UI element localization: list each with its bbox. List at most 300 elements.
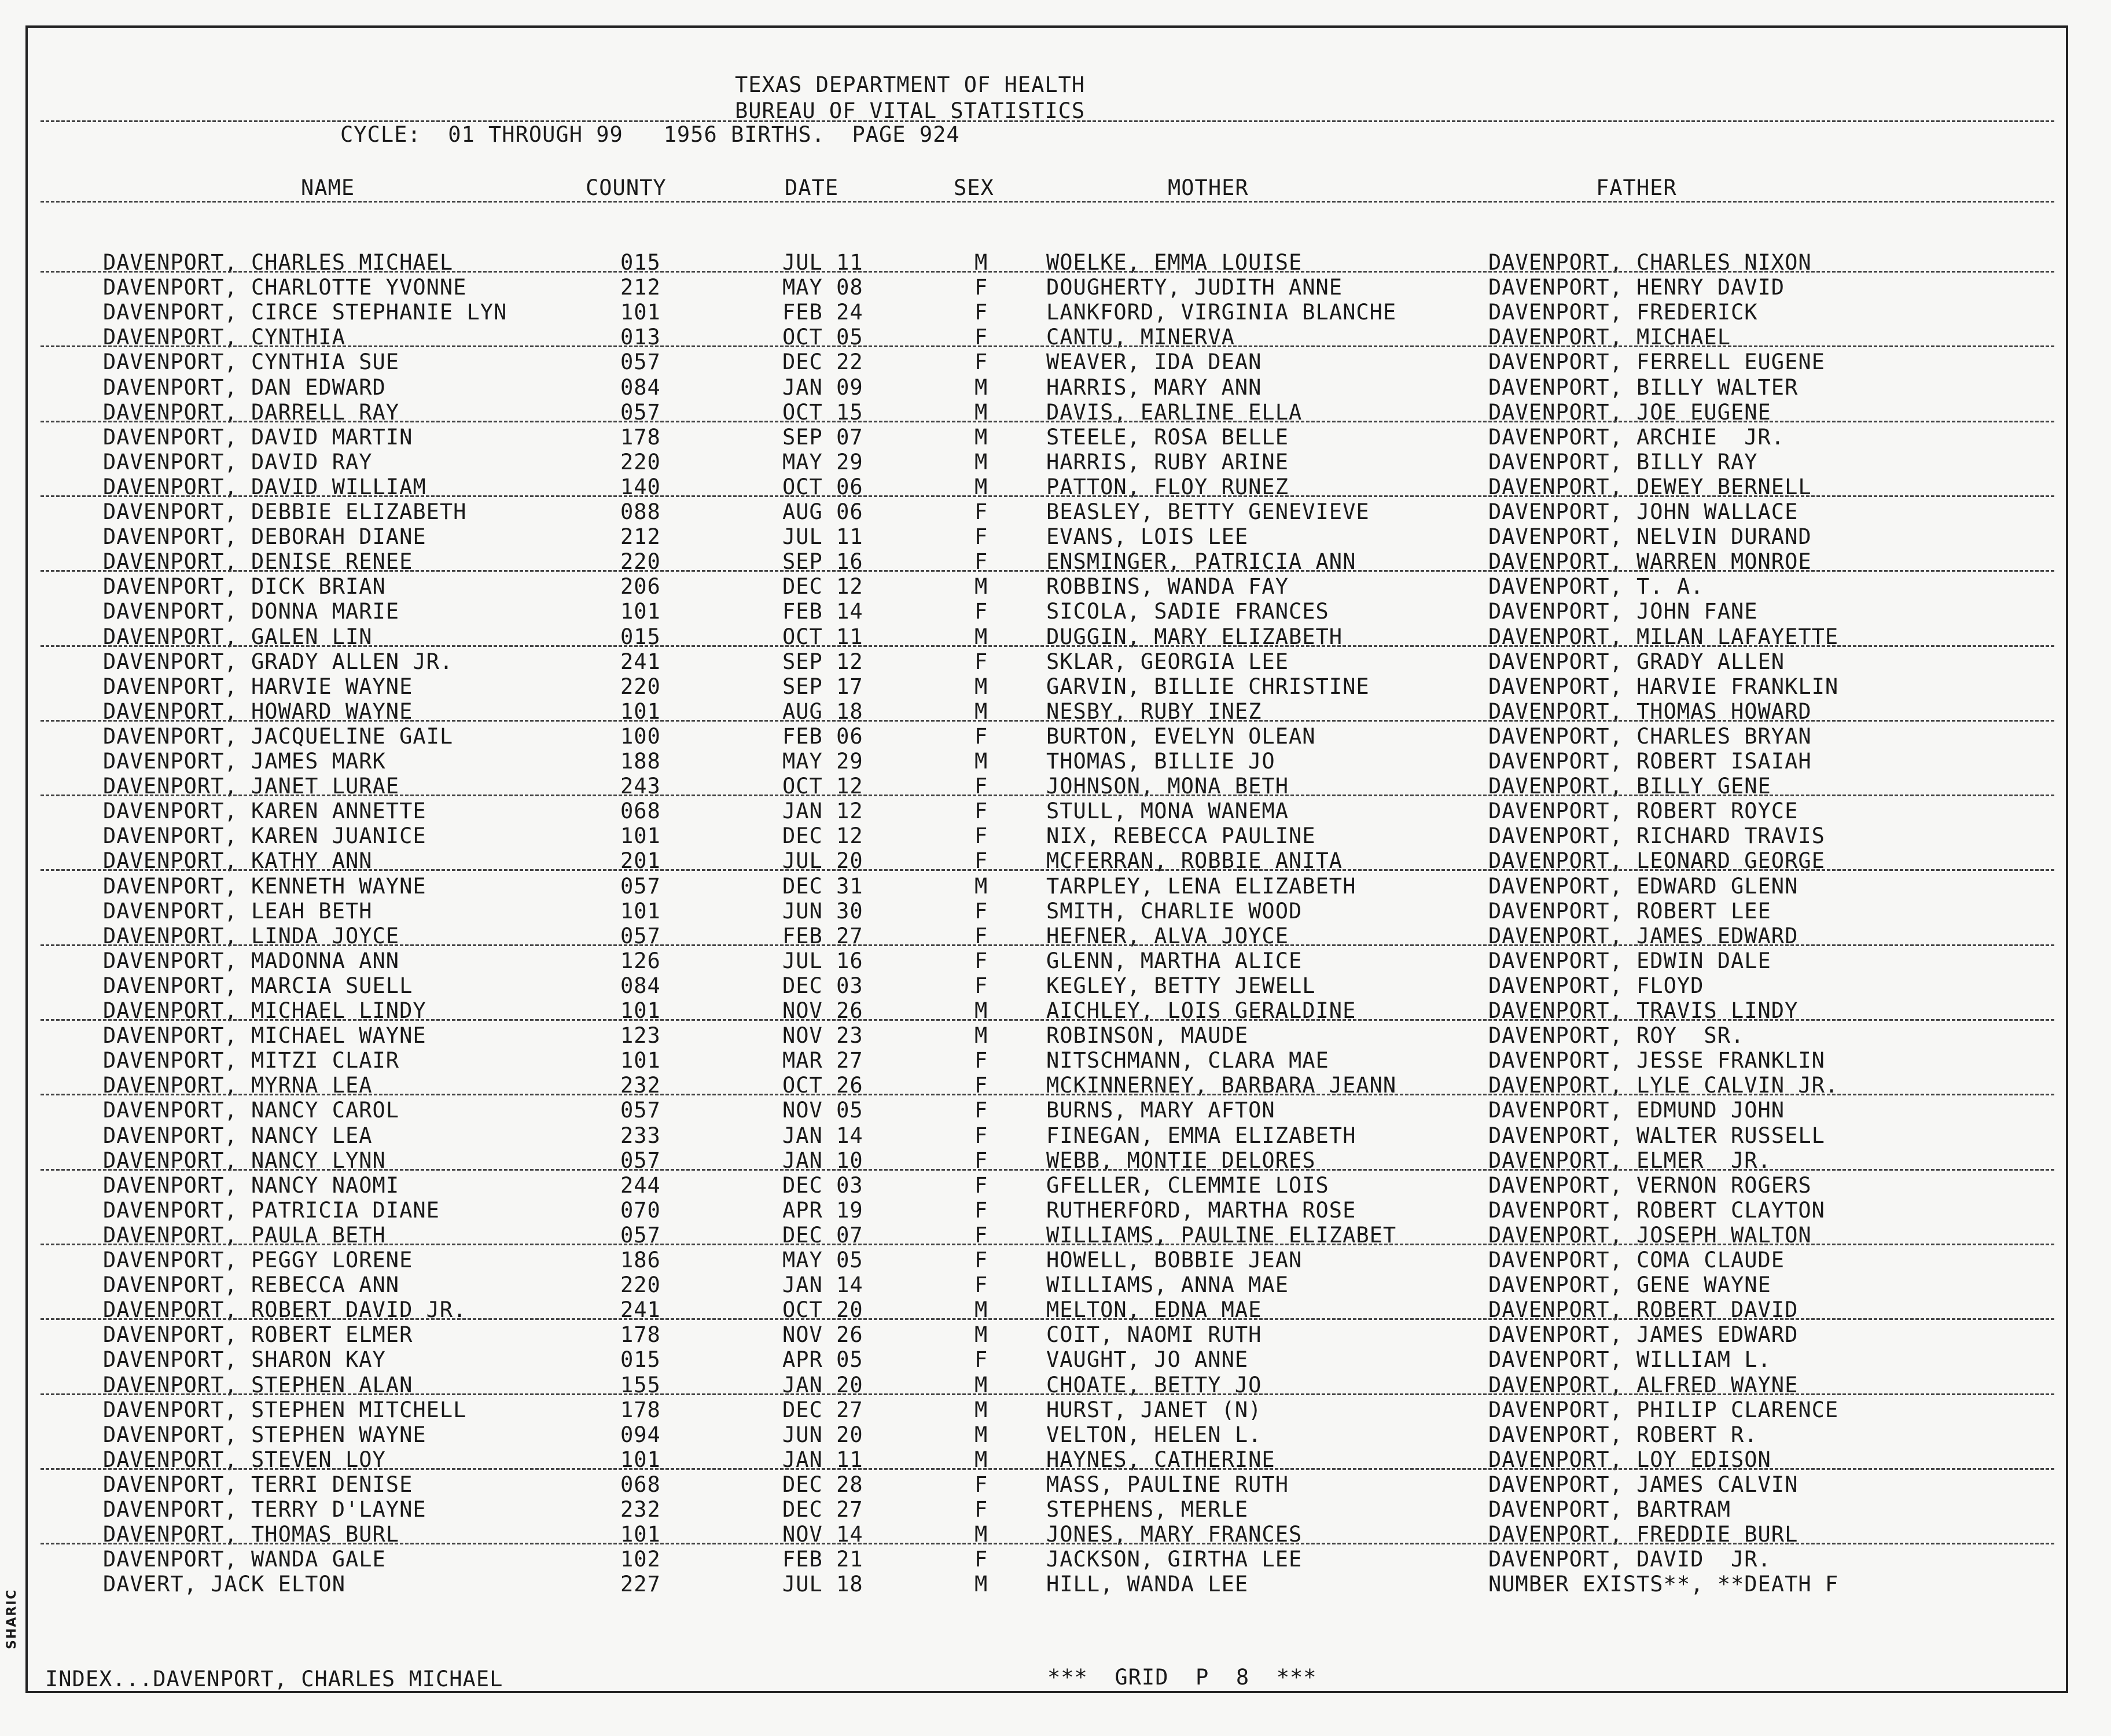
cell-date: OCT 12 [782,774,863,799]
table-row [0,599,2111,624]
column-header-county: COUNTY [586,175,667,200]
cell-date: DEC 03 [782,1172,863,1198]
cell-sex: F [974,1098,988,1123]
cell-mother: PATTON, FLOY RUNEZ [1046,474,1289,499]
cell-name: DAVENPORT, HOWARD WAYNE [103,698,413,724]
cell-mother: JONES, MARY FRANCES [1046,1522,1303,1547]
cell-date: OCT 06 [782,474,863,499]
column-header-sex: SEX [954,175,994,200]
cell-county: 068 [620,1472,661,1497]
cell-date: FEB 27 [782,923,863,948]
cell-sex: M [974,674,988,699]
column-header-mother: MOTHER [1168,175,1249,200]
cell-name: DAVENPORT, KENNETH WAYNE [103,873,426,899]
cell-county: 201 [620,848,661,874]
cell-date: DEC 12 [782,823,863,849]
cell-sex: F [974,275,988,300]
cell-date: JUN 20 [782,1422,863,1447]
cell-father: DAVENPORT, EDMUND JOHN [1488,1098,1785,1123]
cell-county: 013 [620,325,661,350]
cell-father: DAVENPORT, ALFRED WAYNE [1488,1372,1799,1397]
cell-name: DAVENPORT, KATHY ANN [103,848,373,874]
cell-mother: DOUGHERTY, JUDITH ANNE [1046,275,1343,300]
cell-date: OCT 15 [782,399,863,425]
table-row [0,973,2111,998]
cell-mother: WILLIAMS, ANNA MAE [1046,1272,1289,1298]
cell-date: JUL 11 [782,250,863,275]
cell-date: SEP 16 [782,549,863,575]
cell-mother: TARPLEY, LENA ELIZABETH [1046,873,1356,899]
cell-mother: STEPHENS, MERLE [1046,1497,1249,1522]
cell-county: 101 [620,300,661,325]
cell-name: DAVENPORT, STEPHEN WAYNE [103,1422,426,1447]
cell-date: DEC 31 [782,873,863,899]
group-divider [41,1543,2054,1544]
cell-father: DAVENPORT, CHARLES BRYAN [1488,723,1812,749]
cell-father: DAVENPORT, JAMES EDWARD [1488,1322,1799,1348]
cell-mother: BURNS, MARY AFTON [1046,1098,1275,1123]
cell-sex: F [974,948,988,973]
cell-father: DAVENPORT, FREDDIE BURL [1488,1522,1799,1547]
cell-sex: F [974,1073,988,1098]
cell-mother: WEBB, MONTIE DELORES [1046,1147,1316,1173]
cell-date: JUN 30 [782,898,863,924]
cell-mother: CANTU, MINERVA [1046,325,1235,350]
table-row [0,649,2111,674]
cell-sex: F [974,973,988,998]
cell-county: 057 [620,1222,661,1248]
cell-sex: M [974,1322,988,1348]
cell-mother: RUTHERFORD, MARTHA ROSE [1046,1197,1356,1223]
cell-sex: F [974,848,988,874]
cell-sex: F [974,1197,988,1223]
cell-sex: F [974,1248,988,1272]
cell-county: 057 [620,1098,661,1123]
cell-county: 220 [620,549,661,575]
cell-father: DAVENPORT, JESSE FRANKLIN [1488,1048,1825,1073]
group-divider [41,944,2054,946]
cell-sex: F [974,599,988,624]
cell-county: 241 [620,1297,661,1323]
cell-sex: M [974,1422,988,1447]
cell-date: DEC 12 [782,574,863,599]
cell-name: DAVENPORT, TERRY D'LAYNE [103,1497,426,1522]
cell-county: 101 [620,1048,661,1073]
cell-county: 068 [620,799,661,824]
side-stamp: SHARIC [5,1588,19,1649]
cell-sex: M [974,1572,988,1597]
group-divider [41,345,2054,347]
cell-county: 178 [620,1397,661,1422]
cell-father: DAVENPORT, TRAVIS LINDY [1488,998,1799,1023]
cell-date: FEB 14 [782,599,863,624]
cell-father: DAVENPORT, T. A. [1488,574,1704,599]
cell-mother: HARRIS, RUBY ARINE [1046,449,1289,475]
cell-sex: F [974,799,988,824]
cell-father: NUMBER EXISTS**, **DEATH F [1488,1572,1839,1597]
cell-name: DAVENPORT, REBECCA ANN [103,1272,400,1298]
group-divider [41,1318,2054,1320]
table-row [0,948,2111,973]
cell-sex: F [974,898,988,924]
cell-name: DAVENPORT, PEGGY LORENE [103,1248,413,1272]
cell-mother: STULL, MONA WANEMA [1046,799,1289,824]
cell-name: DAVENPORT, MICHAEL LINDY [103,998,426,1023]
cell-sex: M [974,399,988,425]
cell-name: DAVERT, JACK ELTON [103,1572,345,1597]
cell-sex: F [974,1123,988,1148]
cell-date: OCT 26 [782,1073,863,1098]
cell-county: 070 [620,1197,661,1223]
cell-name: DAVENPORT, JANET LURAE [103,774,400,799]
cell-mother: DAVIS, EARLINE ELLA [1046,399,1303,425]
table-row [0,899,2111,924]
cell-county: 101 [620,898,661,924]
cell-date: FEB 24 [782,300,863,325]
cell-sex: F [974,774,988,799]
cell-county: 101 [620,599,661,624]
group-divider [41,1094,2054,1095]
cell-date: DEC 27 [782,1497,863,1522]
cell-sex: F [974,300,988,325]
cell-county: 123 [620,1023,661,1049]
cell-father: DAVENPORT, JOE EUGENE [1488,399,1771,425]
cell-father: DAVENPORT, BARTRAM [1488,1497,1731,1522]
cell-father: DAVENPORT, ROBERT ROYCE [1488,799,1799,824]
group-divider [41,421,2054,422]
cell-date: JUL 20 [782,848,863,874]
cell-father: DAVENPORT, VERNON ROGERS [1488,1172,1812,1198]
cell-name: DAVENPORT, NANCY CAROL [103,1098,400,1123]
table-row [0,1272,2111,1297]
cell-father: DAVENPORT, LYLE CALVIN JR. [1488,1073,1839,1098]
cell-name: DAVENPORT, SHARON KAY [103,1347,386,1373]
table-row [0,350,2111,374]
cell-sex: F [974,923,988,948]
cell-name: DAVENPORT, ROBERT ELMER [103,1322,413,1348]
cell-name: DAVENPORT, JACQUELINE GAIL [103,723,454,749]
cell-mother: DUGGIN, MARY ELIZABETH [1046,624,1343,649]
cell-name: DAVENPORT, GALEN LIN [103,624,373,649]
cell-sex: F [974,823,988,849]
cell-name: DAVENPORT, DICK BRIAN [103,574,386,599]
group-divider [41,1019,2054,1021]
cell-name: DAVENPORT, CIRCE STEPHANIE LYN [103,300,507,325]
cell-father: DAVENPORT, ELMER JR. [1488,1147,1771,1173]
table-row [0,450,2111,475]
cell-sex: M [974,698,988,724]
cell-sex: F [974,1222,988,1248]
cell-county: 057 [620,923,661,948]
cell-county: 178 [620,1322,661,1348]
table-row [0,1173,2111,1198]
cell-mother: HARRIS, MARY ANN [1046,374,1262,400]
cell-father: DAVENPORT, WILLIAM L. [1488,1347,1771,1373]
cell-mother: SKLAR, GEORGIA LEE [1046,649,1289,674]
cell-date: JAN 20 [782,1372,863,1397]
cell-father: DAVENPORT, BILLY RAY [1488,449,1758,475]
cell-mother: ROBBINS, WANDA FAY [1046,574,1289,599]
column-header-father: FATHER [1596,175,1677,200]
cell-mother: ROBINSON, MAUDE [1046,1023,1249,1049]
cell-father: DAVENPORT, EDWIN DALE [1488,948,1771,973]
cell-father: DAVENPORT, MICHAEL [1488,325,1731,350]
cell-mother: NIX, REBECCA PAULINE [1046,823,1316,849]
cell-name: DAVENPORT, MARCIA SUELL [103,973,413,998]
cell-county: 015 [620,1347,661,1373]
cell-father: DAVENPORT, MILAN LAFAYETTE [1488,624,1839,649]
cell-name: DAVENPORT, THOMAS BURL [103,1522,400,1547]
group-divider [41,645,2054,647]
cell-mother: GFELLER, CLEMMIE LOIS [1046,1172,1329,1198]
cell-date: APR 05 [782,1347,863,1373]
cell-county: 212 [620,524,661,550]
cell-mother: GLENN, MARTHA ALICE [1046,948,1303,973]
footer-grid-label: *** GRID P 8 *** [1047,1665,1317,1690]
cell-sex: F [974,1147,988,1173]
cell-father: DAVENPORT, JOHN WALLACE [1488,499,1799,524]
group-divider [41,720,2054,722]
cell-name: DAVENPORT, MADONNA ANN [103,948,400,973]
cell-date: DEC 22 [782,350,863,375]
cell-sex: F [974,549,988,575]
cell-date: APR 19 [782,1197,863,1223]
cell-father: DAVENPORT, GRADY ALLEN [1488,649,1785,674]
cell-county: 244 [620,1172,661,1198]
cell-name: DAVENPORT, PAULA BETH [103,1222,386,1248]
cell-date: AUG 18 [782,698,863,724]
cell-date: MAY 29 [782,749,863,774]
table-row [0,1497,2111,1522]
cell-sex: M [974,449,988,475]
cell-sex: F [974,1347,988,1373]
cell-name: DAVENPORT, NANCY LYNN [103,1147,386,1173]
cell-father: DAVENPORT, FREDERICK [1488,300,1758,325]
cell-county: 188 [620,749,661,774]
table-row [0,375,2111,400]
cell-name: DAVENPORT, NANCY NAOMI [103,1172,400,1198]
cell-name: DAVENPORT, KAREN JUANICE [103,823,426,849]
cell-father: DAVENPORT, CHARLES NIXON [1488,250,1812,275]
cell-county: 232 [620,1073,661,1098]
cell-date: JAN 09 [782,374,863,400]
cell-county: 243 [620,774,661,799]
table-row [0,1322,2111,1347]
cell-date: OCT 11 [782,624,863,649]
cell-mother: NITSCHMANN, CLARA MAE [1046,1048,1329,1073]
cell-sex: M [974,1372,988,1397]
cell-date: JAN 12 [782,799,863,824]
table-row [0,724,2111,749]
cell-county: 220 [620,674,661,699]
cell-name: DAVENPORT, DEBORAH DIANE [103,524,426,550]
cell-name: DAVENPORT, MICHAEL WAYNE [103,1023,426,1049]
table-row [0,1572,2111,1597]
cell-mother: THOMAS, BILLIE JO [1046,749,1275,774]
cell-date: JUL 11 [782,524,863,550]
cell-sex: M [974,998,988,1023]
column-header-name: NAME [301,175,355,200]
cell-name: DAVENPORT, DAVID MARTIN [103,424,413,450]
cell-sex: F [974,649,988,674]
cell-name: DAVENPORT, WANDA GALE [103,1547,386,1572]
table-row [0,524,2111,549]
cell-father: DAVENPORT, THOMAS HOWARD [1488,698,1812,724]
cell-name: DAVENPORT, CHARLOTTE YVONNE [103,275,467,300]
cell-county: 100 [620,723,661,749]
cell-county: 101 [620,698,661,724]
table-row [0,749,2111,774]
report-subtitle: BUREAU OF VITAL STATISTICS [735,98,1086,123]
cell-name: DAVENPORT, LINDA JOYCE [103,923,400,948]
cell-name: DAVENPORT, DAVID WILLIAM [103,474,426,499]
cycle-line: CYCLE: 01 THROUGH 99 1956 BIRTHS. PAGE 924 [340,122,960,147]
table-row [0,275,2111,300]
cell-name: DAVENPORT, HARVIE WAYNE [103,674,413,699]
cell-county: 126 [620,948,661,973]
cell-sex: F [974,1547,988,1572]
cell-name: DAVENPORT, JAMES MARK [103,749,386,774]
cell-father: DAVENPORT, ROBERT CLAYTON [1488,1197,1825,1223]
cell-county: 088 [620,499,661,524]
cell-name: DAVENPORT, DENISE RENEE [103,549,413,575]
cell-county: 057 [620,1147,661,1173]
cell-name: DAVENPORT, GRADY ALLEN JR. [103,649,454,674]
cell-mother: HEFNER, ALVA JOYCE [1046,923,1289,948]
cell-father: DAVENPORT, JAMES CALVIN [1488,1472,1799,1497]
cell-mother: GARVIN, BILLIE CHRISTINE [1046,674,1370,699]
cell-county: 206 [620,574,661,599]
cell-father: DAVENPORT, HARVIE FRANKLIN [1488,674,1839,699]
cell-mother: WEAVER, IDA DEAN [1046,350,1262,375]
table-row [0,1422,2111,1447]
cell-mother: HILL, WANDA LEE [1046,1572,1249,1597]
cell-county: 057 [620,350,661,375]
cell-date: JUL 16 [782,948,863,973]
cell-date: JUL 18 [782,1572,863,1597]
cell-sex: F [974,1048,988,1073]
cell-date: DEC 07 [782,1222,863,1248]
table-row [0,1098,2111,1123]
cell-county: 212 [620,275,661,300]
cell-date: JAN 14 [782,1123,863,1148]
table-row [0,499,2111,524]
cell-mother: LANKFORD, VIRGINIA BLANCHE [1046,300,1397,325]
cell-father: DAVENPORT, JOHN FANE [1488,599,1758,624]
group-divider [41,1244,2054,1245]
cell-date: MAY 08 [782,275,863,300]
cell-date: NOV 26 [782,1322,863,1348]
table-row [0,674,2111,699]
cell-sex: M [974,1297,988,1323]
cell-date: DEC 28 [782,1472,863,1497]
cell-name: DAVENPORT, STEPHEN MITCHELL [103,1397,467,1422]
cell-county: 232 [620,1497,661,1522]
cell-father: DAVENPORT, NELVIN DURAND [1488,524,1812,550]
cell-mother: WOELKE, EMMA LOUISE [1046,250,1303,275]
cell-date: MAY 05 [782,1248,863,1272]
cell-mother: AICHLEY, LOIS GERALDINE [1046,998,1356,1023]
cell-county: 102 [620,1547,661,1572]
cell-sex: M [974,1522,988,1547]
cell-name: DAVENPORT, CYNTHIA SUE [103,350,400,375]
cell-mother: WILLIAMS, PAULINE ELIZABET [1046,1222,1397,1248]
column-header-date: DATE [785,175,839,200]
cell-father: DAVENPORT, LOY EDISON [1488,1447,1771,1472]
cell-mother: JACKSON, GIRTHA LEE [1046,1547,1303,1572]
group-divider [41,795,2054,796]
table-row [0,1123,2111,1148]
cell-sex: M [974,474,988,499]
cell-county: 220 [620,449,661,475]
cell-name: DAVENPORT, MITZI CLAIR [103,1048,400,1073]
group-divider [41,1468,2054,1470]
cell-county: 101 [620,823,661,849]
cell-mother: NESBY, RUBY INEZ [1046,698,1262,724]
group-divider [41,495,2054,497]
cell-date: FEB 21 [782,1547,863,1572]
cell-sex: M [974,749,988,774]
cell-mother: VELTON, HELEN L. [1046,1422,1262,1447]
cell-mother: MCFERRAN, ROBBIE ANITA [1046,848,1343,874]
cell-sex: F [974,350,988,375]
cell-father: DAVENPORT, FERRELL EUGENE [1488,350,1825,375]
cell-name: DAVENPORT, NANCY LEA [103,1123,373,1148]
cell-father: DAVENPORT, ROBERT ISAIAH [1488,749,1812,774]
cell-name: DAVENPORT, DAN EDWARD [103,374,386,400]
cell-father: DAVENPORT, DAVID JR. [1488,1547,1771,1572]
cell-county: 015 [620,250,661,275]
column-header-divider [41,201,2054,203]
cell-mother: HAYNES, CATHERINE [1046,1447,1275,1472]
cell-date: NOV 14 [782,1522,863,1547]
table-row [0,823,2111,848]
cell-county: 101 [620,1522,661,1547]
cell-mother: KEGLEY, BETTY JEWELL [1046,973,1316,998]
cell-name: DAVENPORT, MYRNA LEA [103,1073,373,1098]
cell-mother: MCKINNERNEY, BARBARA JEANN [1046,1073,1397,1098]
cell-sex: M [974,574,988,599]
table-row [0,1547,2111,1572]
cell-mother: EVANS, LOIS LEE [1046,524,1249,550]
table-row [0,874,2111,899]
cell-date: JAN 10 [782,1147,863,1173]
cell-mother: JOHNSON, MONA BETH [1046,774,1289,799]
cell-date: NOV 26 [782,998,863,1023]
group-divider [41,869,2054,871]
cell-name: DAVENPORT, DEBBIE ELIZABETH [103,499,467,524]
table-row [0,1248,2111,1272]
group-divider [41,570,2054,572]
cell-father: DAVENPORT, PHILIP CLARENCE [1488,1397,1839,1422]
cell-mother: ENSMINGER, PATRICIA ANN [1046,549,1356,575]
group-divider [41,1169,2054,1171]
cell-father: DAVENPORT, BILLY GENE [1488,774,1771,799]
cell-mother: MASS, PAULINE RUTH [1046,1472,1289,1497]
cell-date: DEC 03 [782,973,863,998]
cell-county: 155 [620,1372,661,1397]
cell-date: JAN 14 [782,1272,863,1298]
cell-sex: M [974,424,988,450]
table-row [0,1472,2111,1497]
cell-father: DAVENPORT, ROBERT LEE [1488,898,1771,924]
cell-name: DAVENPORT, KAREN ANNETTE [103,799,426,824]
cell-name: DAVENPORT, CYNTHIA [103,325,345,350]
cell-county: 015 [620,624,661,649]
cell-father: DAVENPORT, FLOYD [1488,973,1704,998]
table-row [0,1023,2111,1048]
cell-county: 094 [620,1422,661,1447]
